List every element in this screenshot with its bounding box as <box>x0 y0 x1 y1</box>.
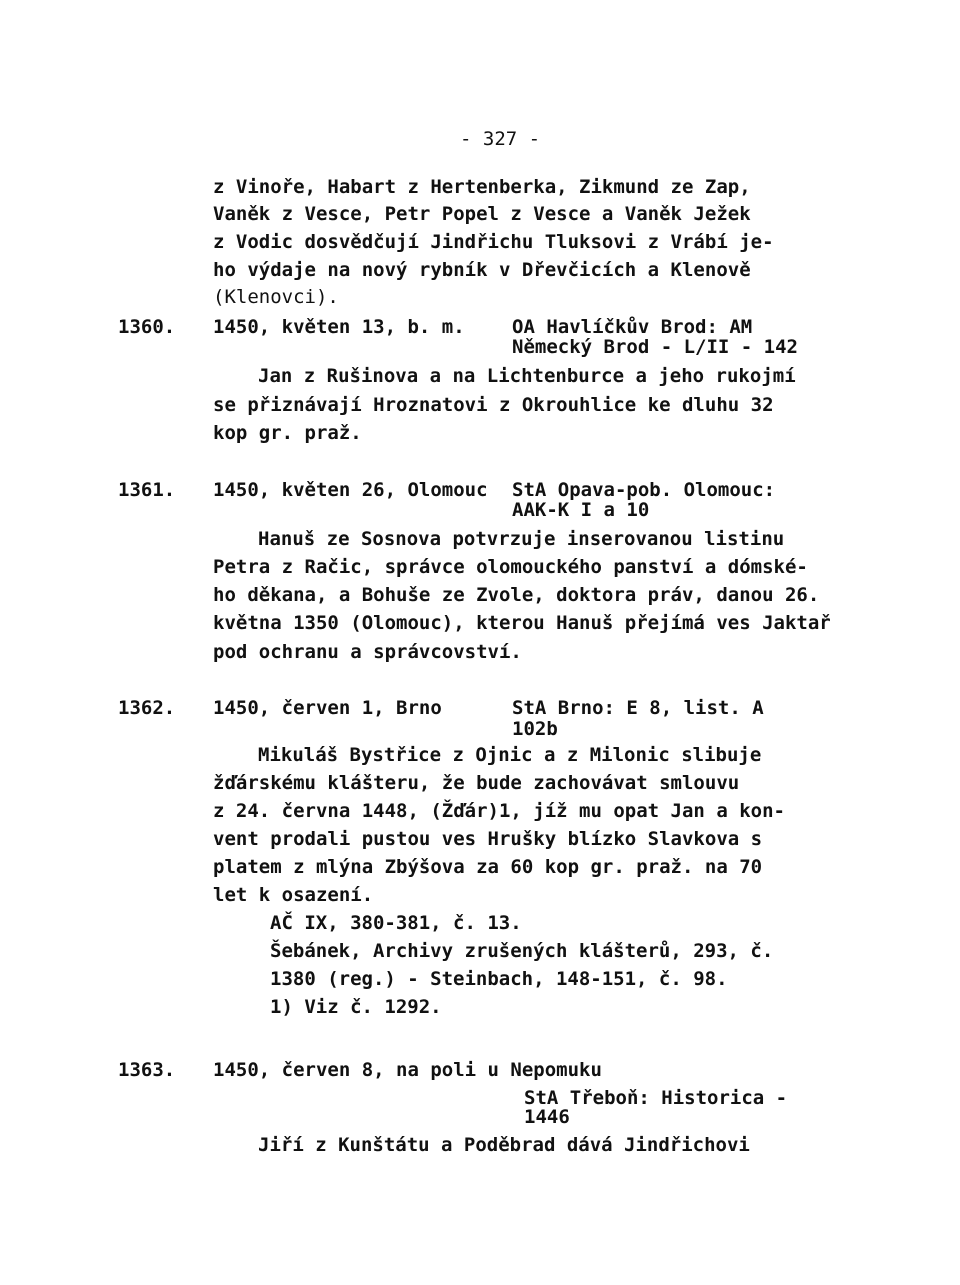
entry-body-line: pod ochranu a správcovství. <box>213 641 522 663</box>
footnote-line: 1) Viz č. 1292. <box>270 996 442 1018</box>
entry-body-line: ho děkana, a Bohuše ze Zvole, doktora práv, danou 26. <box>213 584 820 606</box>
entry-number: 1362. <box>118 697 176 719</box>
entry-source: 102b <box>512 718 558 740</box>
reference-line: AČ IX, 380-381, č. 13. <box>270 912 522 934</box>
reference-line: 1380 (reg.) - Steinbach, 148-151, č. 98. <box>270 968 728 990</box>
entry-body-line: května 1350 (Olomouc), kterou Hanuš přejímá ves Jaktař <box>213 612 831 634</box>
entry-body-line: Mikuláš Bystřice z Ojnic a z Milonic slibuje <box>258 744 762 766</box>
entry-body-line: z 24. června 1448, (Žďár)1, jíž mu opat Jan a kon- <box>213 800 785 822</box>
text-line: Vaněk z Vesce, Petr Popel z Vesce a Vaněk Ježek <box>213 203 751 225</box>
entry-number: 1363. <box>118 1059 176 1081</box>
entry-source: 1446 <box>524 1106 570 1128</box>
entry-source: StA Brno: E 8, list. A <box>512 697 764 719</box>
entry-date: 1450, květen 26, Olomouc <box>213 479 488 501</box>
reference-line: Šebánek, Archivy zrušených klášterů, 293, č. <box>270 940 774 962</box>
entry-source: StA Třeboň: Historica - <box>524 1087 788 1109</box>
entry-body-line: vent prodali pustou ves Hrušky blízko Slavkova s <box>213 828 763 850</box>
entry-source: StA Opava-pob. Olomouc: <box>512 479 776 501</box>
page-number: - 327 - <box>460 128 541 150</box>
text-line: z Vodic dosvědčují Jindřichu Tluksovi z Vrábí je- <box>213 231 774 253</box>
entry-body-line: platem z mlýna Zbýšova za 60 kop gr. praž. na 70 <box>213 856 763 878</box>
entry-source: Německý Brod - L/II - 142 <box>512 336 798 358</box>
entry-source: AAK-K I a 10 <box>512 499 650 521</box>
entry-number: 1360. <box>118 316 176 338</box>
entry-body-line: Hanuš ze Sosnova potvrzuje inserovanou listinu <box>258 528 785 550</box>
entry-body-line: kop gr. praž. <box>213 422 362 444</box>
text-line: z Vinoře, Habart z Hertenberka, Zikmund ze Zap, <box>213 176 751 198</box>
entry-body-line: se přiznávají Hroznatovi z Okrouhlice ke dluhu 32 <box>213 394 774 416</box>
entry-body-line: Jiří z Kunštátu a Poděbrad dává Jindřichovi <box>258 1134 750 1156</box>
text-line: ho výdaje na nový rybník v Dřevčicích a Klenově <box>213 259 751 281</box>
text-line: (Klenovci). <box>213 286 339 308</box>
entry-body-line: Jan z Rušinova a na Lichtenburce a jeho rukojmí <box>258 365 796 387</box>
entry-body-line: Petra z Račic, správce olomouckého panství a dómské- <box>213 556 808 578</box>
entry-source: OA Havlíčkův Brod: AM <box>512 316 753 338</box>
entry-body-line: žďárskému klášteru, že bude zachovávat smlouvu <box>213 772 740 794</box>
entry-number: 1361. <box>118 479 176 501</box>
entry-date: 1450, červen 8, na poli u Nepomuku <box>213 1059 602 1081</box>
entry-date: 1450, květen 13, b. m. <box>213 316 465 338</box>
entry-date: 1450, červen 1, Brno <box>213 697 442 719</box>
entry-body-line: let k osazení. <box>213 884 374 906</box>
